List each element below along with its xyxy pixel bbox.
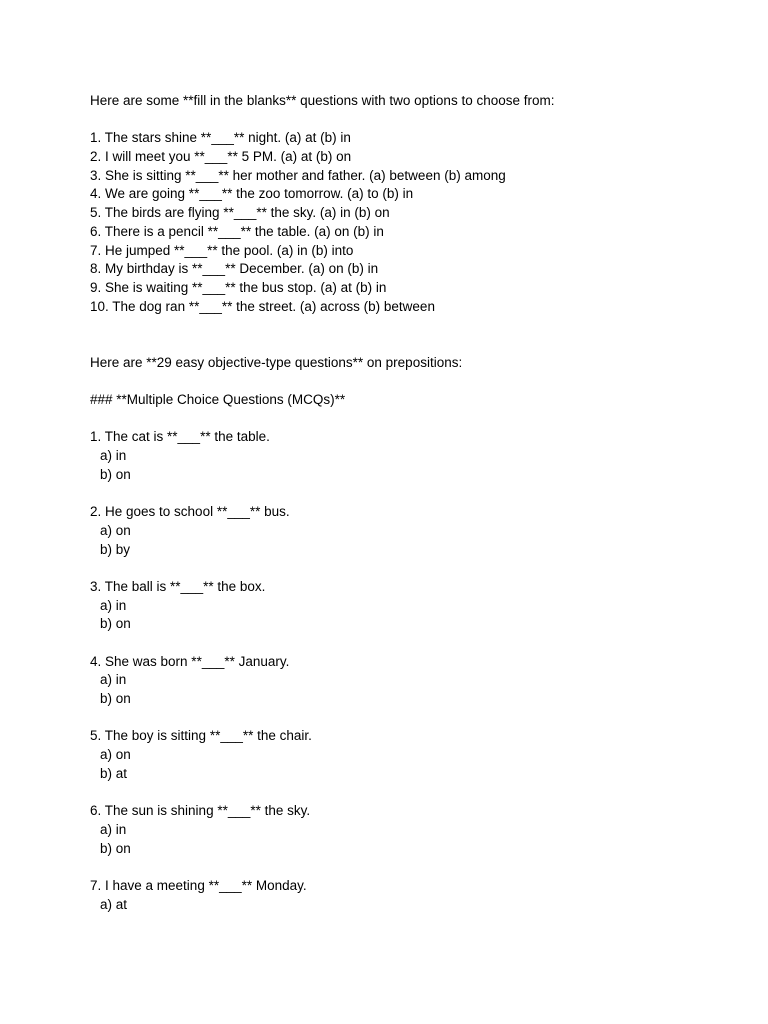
mcq-option: b) on [100,840,131,856]
fill-question: 5. The birds are flying **___** the sky. (a) in (b) on [90,205,390,221]
mcq-question: 4. She was born **___** January. [90,653,290,669]
spacer [90,335,730,354]
mcq-option: b) on [100,616,131,632]
spacer [90,316,730,335]
spacer [90,559,730,578]
mcq-option: b) on [100,691,131,706]
fill-question: 6. There is a pencil **___** the table. (a) on (b) in [90,223,384,239]
mcq-option: b) at [100,765,128,781]
mcq-list [90,428,730,914]
fill-question: 7. He jumped **___** the pool. (a) in (b) into [90,242,354,258]
spacer [90,858,730,877]
intro-objective-questions: Here are **29 easy objective-type questions** on prepositions: [90,354,463,370]
mcq-question: 1. The cat is **___** the table. [90,429,270,445]
mcq-option: a) in [100,597,127,613]
fill-question: 9. She is waiting **___** the bus stop. (a) at (b) in [90,279,387,295]
spacer [90,484,730,503]
fill-question: 4. We are going **___** the zoo tomorrow. (a) to (b) in [90,186,414,202]
mcq-question: 2. He goes to school **___** bus. [90,504,290,520]
mcq-option: a) on [100,522,131,538]
spacer [90,709,730,728]
fill-question: 3. She is sitting **___** her mother and father. (a) between (b) among [90,167,506,183]
spacer [90,634,730,653]
fill-question: 2. I will meet you **___** 5 PM. (a) at (b) on [90,149,352,165]
spacer [90,410,730,429]
fill-question: 1. The stars shine **___** night. (a) at (b) in [90,130,351,146]
spacer [90,783,730,802]
mcq-option: a) on [100,747,131,763]
fill-in-blanks-list [90,129,730,316]
spacer [90,372,730,391]
mcq-question: 6. The sun is shining **___** the sky. [90,803,311,819]
mcq-option: b) on [100,466,131,482]
document-page [90,92,730,914]
mcq-option: a) at [100,896,128,912]
mcq-option: a) in [100,821,127,837]
mcq-option: a) in [100,672,127,688]
fill-question: 8. My birthday is **___** December. (a) on (b) in [90,261,379,277]
mcq-option: b) by [100,541,131,557]
mcq-question: 3. The ball is **___** the box. [90,578,266,594]
spacer [90,111,730,130]
mcq-heading: ### **Multiple Choice Questions (MCQs)** [90,392,346,407]
fill-question: 10. The dog ran **___** the street. (a) across (b) between [90,298,435,314]
intro-fill-in-blanks: Here are some **fill in the blanks** questions with two options to choose from: [90,93,555,108]
mcq-question: 5. The boy is sitting **___** the chair. [90,728,312,744]
mcq-question: 7. I have a meeting **___** Monday. [90,877,307,893]
mcq-option: a) in [100,448,127,464]
